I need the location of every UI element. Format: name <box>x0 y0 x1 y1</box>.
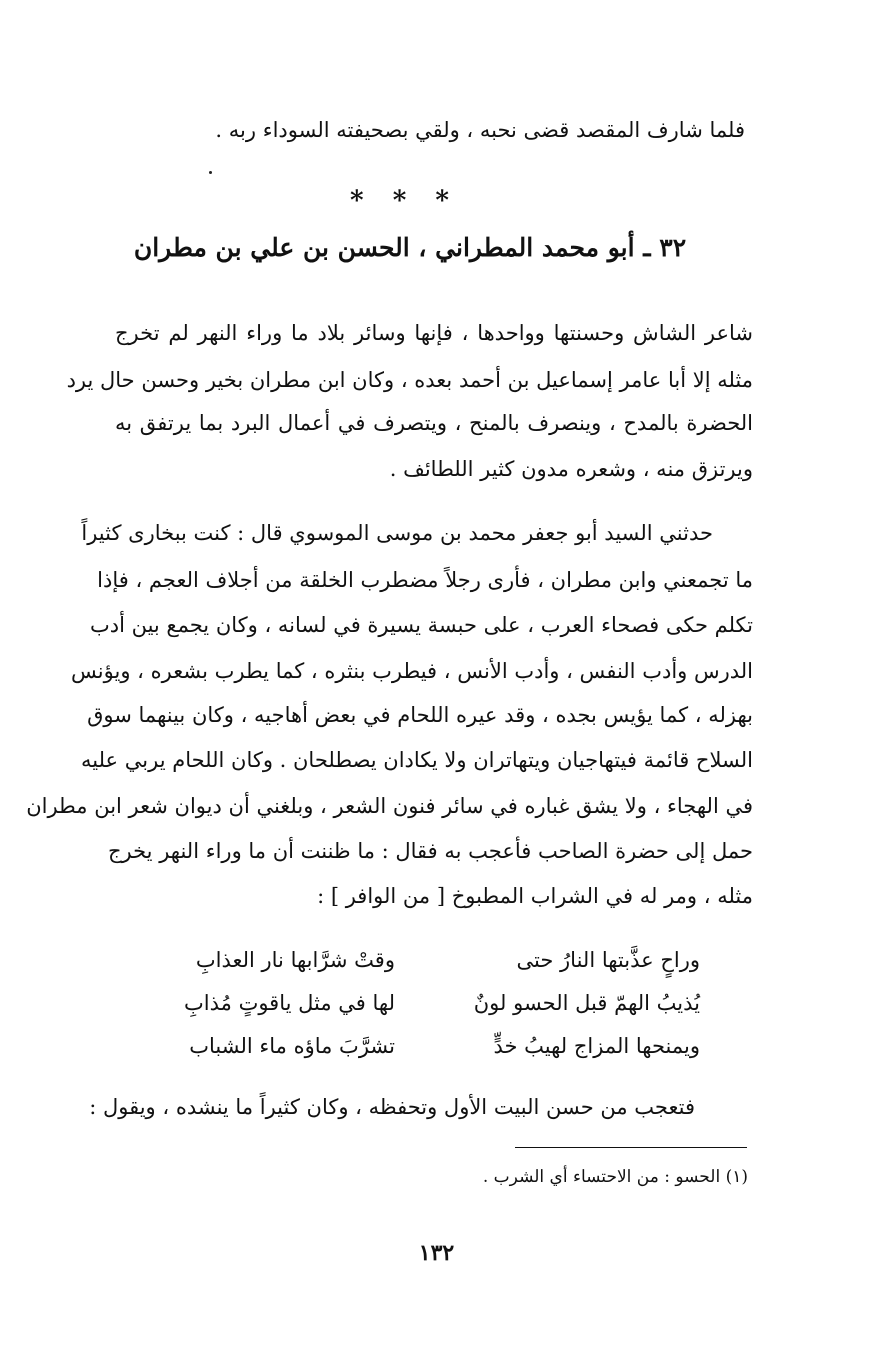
verse-second-hemistich: لها في مثل ياقوتٍ مُذابِ <box>184 991 395 1015</box>
section-separator: * * * <box>350 186 459 216</box>
paragraph2-line: تكلم حكى فصحاء العرب ، على حبسة يسيرة في لسانه ، وكان يجمع بين أدب <box>89 613 753 637</box>
paragraph2-line: السلاح قائمة فيتهاجيان ويتهاتران ولا يكادان يصطلحان . وكان اللحام يربي عليه <box>81 748 753 772</box>
verse-first-hemistich: يُذيبُ الهمّ قبل الحسو لونٌ <box>473 991 700 1015</box>
opening-line: فلما شارف المقصد قضى نحبه ، ولقي بصحيفته السوداء ربه . <box>215 118 745 142</box>
footnote: (١) الحسو : من الاحتساء أي الشرب . <box>482 1167 748 1187</box>
paragraph2-line: مثله ، ومر له في الشراب المطبوخ [ من الوافر ] : <box>317 884 753 908</box>
paragraph2-line: الدرس وأدب النفس ، وأدب الأنس ، فيطرب بنثره ، كما يطرب بشعره ، ويؤنس <box>71 659 753 683</box>
paragraph2-line: حمل إلى حضرة الصاحب فأعجب به فقال : ما ظننت أن ما وراء النهر يخرج <box>107 839 753 863</box>
verse-first-hemistich: ويمنحها المزاج لهيبُ خدٍّ <box>493 1034 700 1058</box>
paragraph2-line: في الهجاء ، ولا يشق غباره في سائر فنون الشعر ، وبلغني أن ديوان شعر ابن مطران <box>26 794 753 818</box>
paragraph1-line: ويرتزق منه ، وشعره مدون كثير اللطائف . <box>389 457 753 481</box>
verse-first-hemistich: وراحٍ عذَّبتها النارُ حتى <box>516 948 700 972</box>
paragraph2-line: ما تجمعني وابن مطران ، فأرى رجلاً مضطرب الخلقة من أجلاف العجم ، فإذا <box>97 568 753 592</box>
paragraph2-line: حدثني السيد أبو جعفر محمد بن موسى الموسوي قال : كنت ببخارى كثيراً <box>81 521 713 545</box>
paragraph1-line: الحضرة بالمدح ، وينصرف بالمنح ، ويتصرف في أعمال البرد بما يرتفق به <box>115 411 753 435</box>
entry-heading: ٣٢ ـ أبو محمد المطراني ، الحسن بن علي بن مطران <box>133 233 687 262</box>
paragraph1-line: شاعر الشاش وحسنتها وواحدها ، فإنها وسائر بلاد ما وراء النهر لم تخرج <box>115 321 753 345</box>
paragraph2-line: بهزله ، كما يؤيس بجده ، وقد عيره اللحام في بعض أهاجيه ، وكان بينهما سوق <box>87 703 753 727</box>
closing-line: فتعجب من حسن البيت الأول وتحفظه ، وكان كثيراً ما ينشده ، ويقول : <box>89 1095 695 1119</box>
paragraph1-line: مثله إلا أبا عامر إسماعيل بن أحمد بعده ، وكان ابن مطران بخير وحسن حال يرد <box>66 368 753 392</box>
footnote-divider <box>515 1147 747 1148</box>
page-number: ١٣٢ <box>418 1240 455 1266</box>
verse-second-hemistich: وقتْ شرَّابها نار العذابِ <box>195 948 395 972</box>
verse-second-hemistich: تشرَّبَ ماؤه ماء الشباب <box>189 1034 395 1058</box>
ink-speck <box>209 171 212 174</box>
